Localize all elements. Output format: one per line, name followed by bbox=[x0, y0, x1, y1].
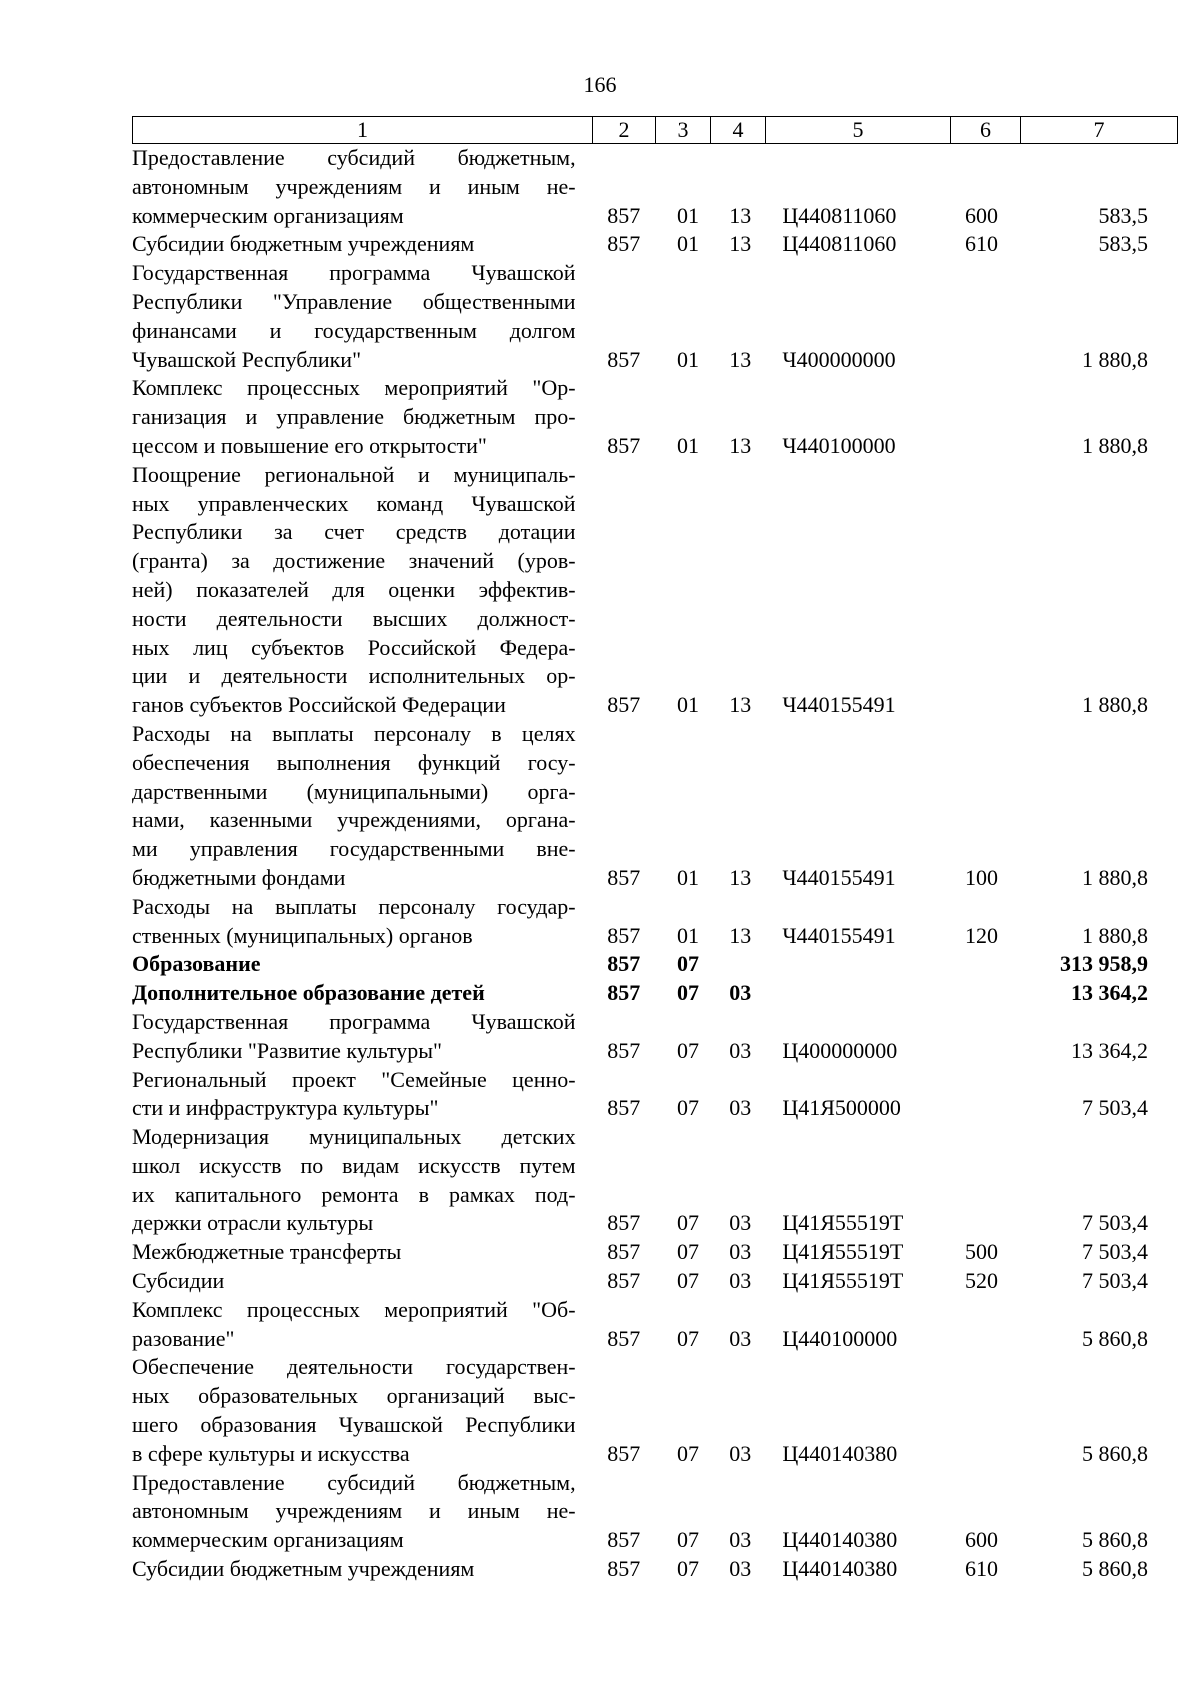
column-header-row bbox=[133, 117, 1178, 144]
description-line: ганов субъектов Российской Федерации bbox=[132, 692, 506, 718]
subsection-code: 13 bbox=[729, 864, 752, 890]
ministry-code: 857 bbox=[607, 202, 641, 228]
table-row bbox=[132, 720, 1150, 893]
target-article-code: Ц41Я55519Т bbox=[782, 1239, 904, 1265]
description-line: ганизация и управление бюджетным про- bbox=[132, 404, 576, 430]
subsection-code: 03 bbox=[729, 1239, 752, 1265]
subsection-code: 13 bbox=[729, 922, 752, 948]
row-description bbox=[132, 461, 576, 720]
description-line: цессом и повышение его открытости" bbox=[132, 432, 487, 458]
subsection-code: 03 bbox=[729, 1556, 752, 1582]
target-article-code: Ц41Я55519Т bbox=[782, 1210, 904, 1236]
description-line: обеспечения выполнения функций госу- bbox=[132, 749, 576, 775]
amount: 5 860,8 bbox=[1082, 1325, 1149, 1351]
description-line: Комплекс процессных мероприятий "Ор- bbox=[132, 375, 576, 401]
budget-table-body bbox=[132, 144, 1150, 1584]
ministry-code: 857 bbox=[607, 692, 641, 718]
row-description bbox=[132, 1296, 576, 1354]
amount: 13 364,2 bbox=[1071, 1037, 1149, 1063]
description-line: держки отрасли культуры bbox=[132, 1210, 374, 1236]
row-description bbox=[132, 1555, 576, 1584]
table-row bbox=[132, 1123, 1150, 1238]
expense-type-code: 610 bbox=[964, 1556, 998, 1582]
target-article-code: Ц440140380 bbox=[782, 1440, 898, 1466]
column-header-6: 6 bbox=[951, 117, 1021, 144]
section-code: 07 bbox=[676, 1527, 699, 1553]
row-description bbox=[132, 374, 576, 460]
description-line: Чувашской Республики" bbox=[132, 346, 362, 372]
subsection-code: 03 bbox=[729, 1440, 752, 1466]
description-line: дарственными (муниципальными) орга- bbox=[132, 778, 576, 804]
table-row bbox=[132, 374, 1150, 460]
table-row bbox=[132, 1555, 1150, 1584]
ministry-code: 857 bbox=[607, 1239, 641, 1265]
table-row bbox=[132, 1353, 1150, 1468]
page-number: 166 bbox=[583, 72, 617, 97]
column-header-table bbox=[132, 116, 1178, 144]
description-line: Субсидии бюджетным учреждениям bbox=[132, 1556, 475, 1582]
subsection-code: 03 bbox=[729, 980, 752, 1006]
target-article-code: Ц440811060 bbox=[782, 231, 897, 257]
table-row bbox=[132, 230, 1150, 259]
ministry-code: 857 bbox=[607, 1527, 641, 1553]
column-header-5: 5 bbox=[766, 117, 951, 144]
description-line: (гранта) за достижение значений (уров- bbox=[132, 548, 576, 574]
description-line: Республики за счет средств дотации bbox=[132, 519, 576, 545]
description-line: бюджетными фондами bbox=[132, 864, 346, 890]
table-row bbox=[132, 979, 1150, 1008]
description-line: Государственная программа Чувашской bbox=[132, 260, 576, 286]
amount: 5 860,8 bbox=[1082, 1440, 1149, 1466]
expense-type-code: 120 bbox=[964, 922, 998, 948]
ministry-code: 857 bbox=[607, 1556, 641, 1582]
section-code: 07 bbox=[676, 1268, 699, 1294]
ministry-code: 857 bbox=[607, 1210, 641, 1236]
subsection-code: 13 bbox=[729, 692, 752, 718]
description-line: Обеспечение деятельности государствен- bbox=[132, 1354, 576, 1380]
amount: 13 364,2 bbox=[1071, 980, 1149, 1006]
description-line: школ искусств по видам искусств путем bbox=[132, 1152, 576, 1178]
table-row bbox=[132, 461, 1150, 720]
ministry-code: 857 bbox=[607, 1325, 641, 1351]
row-description bbox=[132, 144, 576, 230]
row-description bbox=[132, 1469, 576, 1555]
amount: 5 860,8 bbox=[1082, 1527, 1149, 1553]
description-line: ных управленческих команд Чувашской bbox=[132, 490, 576, 516]
target-article-code: Ч440155491 bbox=[782, 864, 896, 890]
row-description bbox=[132, 1238, 576, 1267]
table-row bbox=[132, 1296, 1150, 1354]
table-row bbox=[132, 950, 1150, 979]
section-code: 07 bbox=[676, 1440, 699, 1466]
description-line: Расходы на выплаты персоналу в целях bbox=[132, 720, 576, 746]
ministry-code: 857 bbox=[607, 1440, 641, 1466]
section-code: 07 bbox=[676, 1325, 699, 1351]
ministry-code: 857 bbox=[607, 922, 641, 948]
description-line: ности деятельности высших должност- bbox=[132, 605, 576, 631]
amount: 7 503,4 bbox=[1082, 1239, 1149, 1265]
section-code: 01 bbox=[676, 922, 699, 948]
row-description bbox=[132, 1267, 576, 1296]
section-code: 07 bbox=[676, 1037, 699, 1063]
description-line: Республики "Управление общественными bbox=[132, 288, 576, 314]
description-line: ней) показателей для оценки эффектив- bbox=[132, 576, 576, 602]
target-article-code: Ц41Я55519Т bbox=[782, 1268, 904, 1294]
description-line: ных лиц субъектов Российской Федера- bbox=[132, 634, 576, 660]
ministry-code: 857 bbox=[607, 980, 641, 1006]
description-line: Региональный проект "Семейные ценно- bbox=[132, 1066, 576, 1092]
amount: 1 880,8 bbox=[1082, 864, 1149, 890]
ministry-code: 857 bbox=[607, 346, 641, 372]
ministry-code: 857 bbox=[607, 951, 641, 977]
description-line: Образование bbox=[132, 951, 261, 977]
table-row bbox=[132, 259, 1150, 374]
target-article-code: Ч400000000 bbox=[782, 346, 896, 372]
target-article-code: Ч440155491 bbox=[782, 922, 896, 948]
description-line: ции и деятельности исполнительных ор- bbox=[132, 663, 576, 689]
ministry-code: 857 bbox=[607, 432, 641, 458]
target-article-code: Ц440100000 bbox=[782, 1325, 898, 1351]
row-description bbox=[132, 1353, 576, 1468]
column-header-7: 7 bbox=[1021, 117, 1178, 144]
section-code: 01 bbox=[676, 432, 699, 458]
amount: 1 880,8 bbox=[1082, 346, 1149, 372]
section-code: 01 bbox=[676, 864, 699, 890]
ministry-code: 857 bbox=[607, 1037, 641, 1063]
description-line: автономным учреждениям и иным не- bbox=[132, 1498, 576, 1524]
description-line: разование" bbox=[132, 1325, 235, 1351]
description-line: автономным учреждениям и иным не- bbox=[132, 173, 576, 199]
target-article-code: Ч440155491 bbox=[782, 692, 896, 718]
column-header-3: 3 bbox=[656, 117, 711, 144]
target-article-code: Ц41Я500000 bbox=[782, 1095, 901, 1121]
description-line: Государственная программа Чувашской bbox=[132, 1008, 576, 1034]
description-line: ных образовательных организаций выс- bbox=[132, 1383, 576, 1409]
table-row bbox=[132, 893, 1150, 951]
table-row bbox=[132, 1066, 1150, 1124]
section-code: 01 bbox=[676, 692, 699, 718]
row-description bbox=[132, 1008, 576, 1066]
amount: 583,5 bbox=[1098, 202, 1149, 228]
target-article-code: Ч440100000 bbox=[782, 432, 896, 458]
subsection-code: 13 bbox=[729, 202, 752, 228]
table-row bbox=[132, 1238, 1150, 1267]
row-description bbox=[132, 950, 576, 979]
table-row bbox=[132, 1469, 1150, 1555]
row-description bbox=[132, 1066, 576, 1124]
description-line: Субсидии bbox=[132, 1268, 225, 1294]
subsection-code: 03 bbox=[729, 1037, 752, 1063]
section-code: 07 bbox=[676, 951, 699, 977]
table-row bbox=[132, 144, 1150, 230]
description-line: Предоставление субсидий бюджетным, bbox=[132, 145, 576, 170]
subsection-code: 03 bbox=[729, 1210, 752, 1236]
description-line: Межбюджетные трансферты bbox=[132, 1239, 402, 1265]
section-code: 01 bbox=[676, 202, 699, 228]
ministry-code: 857 bbox=[607, 864, 641, 890]
subsection-code: 03 bbox=[729, 1095, 752, 1121]
description-line: шего образования Чувашской Республики bbox=[132, 1412, 576, 1438]
row-description bbox=[132, 979, 576, 1008]
column-header-1: 1 bbox=[133, 117, 593, 144]
description-line: Субсидии бюджетным учреждениям bbox=[132, 231, 475, 257]
amount: 7 503,4 bbox=[1082, 1268, 1149, 1294]
subsection-code: 13 bbox=[729, 346, 752, 372]
section-code: 01 bbox=[676, 346, 699, 372]
ministry-code: 857 bbox=[607, 1268, 641, 1294]
table-row bbox=[132, 1008, 1150, 1066]
column-header-4: 4 bbox=[711, 117, 766, 144]
row-description bbox=[132, 720, 576, 893]
target-article-code: Ц440811060 bbox=[782, 202, 897, 228]
ministry-code: 857 bbox=[607, 1095, 641, 1121]
column-header-2: 2 bbox=[593, 117, 656, 144]
ministry-code: 857 bbox=[607, 231, 641, 257]
expense-type-code: 600 bbox=[964, 202, 998, 228]
description-line: ми управления государственными вне- bbox=[132, 836, 576, 862]
amount: 313 958,9 bbox=[1060, 951, 1149, 977]
amount: 1 880,8 bbox=[1082, 922, 1149, 948]
amount: 7 503,4 bbox=[1082, 1210, 1149, 1236]
section-code: 07 bbox=[676, 1095, 699, 1121]
section-code: 07 bbox=[676, 1556, 699, 1582]
section-code: 07 bbox=[676, 1239, 699, 1265]
subsection-code: 03 bbox=[729, 1527, 752, 1553]
amount: 7 503,4 bbox=[1082, 1095, 1149, 1121]
description-line: их капитального ремонта в рамках под- bbox=[132, 1181, 576, 1207]
description-line: Дополнительное образование детей bbox=[132, 980, 485, 1006]
description-line: Комплекс процессных мероприятий "Об- bbox=[132, 1296, 576, 1322]
row-description bbox=[132, 1123, 576, 1238]
description-line: Расходы на выплаты персоналу государ- bbox=[132, 893, 576, 919]
table-row bbox=[132, 1267, 1150, 1296]
target-article-code: Ц440140380 bbox=[782, 1527, 898, 1553]
description-line: Республики "Развитие культуры" bbox=[132, 1037, 443, 1063]
expense-type-code: 500 bbox=[964, 1239, 998, 1265]
description-line: финансами и государственным долгом bbox=[132, 317, 576, 343]
section-code: 07 bbox=[676, 1210, 699, 1236]
description-line: сти и инфраструктура культуры" bbox=[132, 1095, 439, 1121]
amount: 1 880,8 bbox=[1082, 692, 1149, 718]
description-line: в сфере культуры и искусства bbox=[132, 1440, 410, 1466]
subsection-code: 13 bbox=[729, 231, 752, 257]
subsection-code: 13 bbox=[729, 432, 752, 458]
subsection-code: 03 bbox=[729, 1268, 752, 1294]
target-article-code: Ц440140380 bbox=[782, 1556, 898, 1582]
target-article-code: Ц400000000 bbox=[782, 1037, 898, 1063]
expense-type-code: 100 bbox=[964, 864, 998, 890]
amount: 1 880,8 bbox=[1082, 432, 1149, 458]
description-line: Предоставление субсидий бюджетным, bbox=[132, 1469, 576, 1495]
expense-type-code: 600 bbox=[964, 1527, 998, 1553]
section-code: 01 bbox=[676, 231, 699, 257]
description-line: ственных (муниципальных) органов bbox=[132, 922, 473, 948]
expense-type-code: 520 bbox=[964, 1268, 998, 1294]
row-description bbox=[132, 230, 576, 259]
amount: 583,5 bbox=[1098, 231, 1149, 257]
row-description bbox=[132, 259, 576, 374]
expense-type-code: 610 bbox=[964, 231, 998, 257]
row-description bbox=[132, 893, 576, 951]
description-line: Модернизация муниципальных детских bbox=[132, 1124, 576, 1150]
section-code: 07 bbox=[676, 980, 699, 1006]
description-line: Поощрение региональной и муниципаль- bbox=[132, 461, 576, 487]
description-line: коммерческим организациям bbox=[132, 202, 404, 228]
subsection-code: 03 bbox=[729, 1325, 752, 1351]
amount: 5 860,8 bbox=[1082, 1556, 1149, 1582]
description-line: коммерческим организациям bbox=[132, 1527, 404, 1553]
description-line: нами, казенными учреждениями, органа- bbox=[132, 807, 576, 833]
